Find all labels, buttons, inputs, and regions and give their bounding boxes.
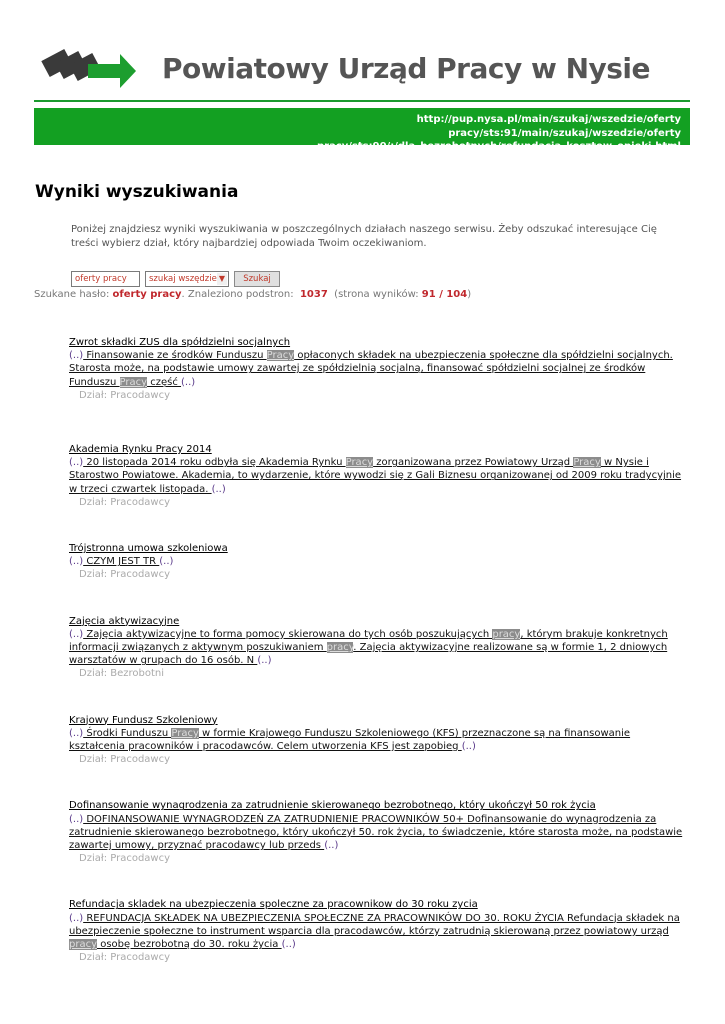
result-department: Dział: Bezrobotni <box>79 668 165 680</box>
snippet-text[interactable]: . Zajęcia aktywizacyjne realizowane są w formie 1, 2 dniowych warsztatów w grupach do 16 osób. N <box>69 642 668 667</box>
ellipsis: (..) <box>69 912 84 924</box>
search-hit[interactable]: Pracy <box>345 457 374 469</box>
summary-page: 91 / 104 <box>421 289 468 300</box>
result-title-link[interactable] <box>69 443 689 456</box>
search-hit[interactable]: Pracy <box>119 376 148 388</box>
scope-select[interactable] <box>145 271 229 287</box>
snippet-text[interactable]: CZYM JEST TR <box>83 556 160 568</box>
ellipsis: (..) <box>461 741 476 753</box>
ellipsis: (..) <box>257 655 272 667</box>
result-item <box>69 336 689 402</box>
search-button[interactable]: Szukaj <box>234 271 280 287</box>
url-path-bar: http://pup.nysa.pl/main/szukaj/wszedzie/oferty pracy/sts:91/main/szukaj/wszedzie/oferty pracy/sts:90/:/dla_bezrobotnych/refundacja_kosztow_opieki.html <box>34 108 690 145</box>
result-snippet <box>69 349 689 389</box>
result-title-link[interactable]: Dofinansowanie wynagrodzenia za zatrudnienie skierowanego bezrobotnego, który ukończył 50 rok życia <box>69 800 596 812</box>
ellipsis: (..) <box>281 939 296 951</box>
ellipsis: (..) <box>69 556 84 568</box>
snippet-text[interactable]: DOFINANSOWANIE WYNAGRODZEŃ ZA ZATRUDNIENIE PRACOWNIKÓW 50+ Dofinansowanie do wynagrodzenia za zatrudnienie skierowanego bezrobotnego, który ukończył 50. rok życia, to świadczenie, które starosta może, na podstawie zawartej umowy, przyznać pracodawcy lub przeds <box>69 813 683 852</box>
result-department: Dział: Pracodawcy <box>79 853 171 865</box>
result-item <box>69 714 689 767</box>
snippet-text[interactable]: zorganizowana przez Powiatowy Urząd <box>373 457 574 469</box>
search-input[interactable] <box>71 271 140 287</box>
result-title-text: Akademia Rynku Pracy 2014 <box>69 444 212 456</box>
summary-found-label: . Znaleziono podstron: <box>181 289 297 300</box>
results-list <box>69 336 689 965</box>
ellipsis: (..) <box>159 556 174 568</box>
ellipsis: (..) <box>324 840 339 852</box>
site-title: Powiatowy Urząd Pracy w Nysie <box>162 52 651 85</box>
result-department: Dział: Pracodawcy <box>79 569 171 581</box>
search-hit[interactable]: Pracy <box>171 727 199 739</box>
result-snippet <box>69 628 689 668</box>
snippet-text[interactable]: w Nysie i Starostwo Powiatowe. Akademia, to wydarzenie, które wywodzi się z Gali Biznesu organizowanej od 2009 roku tradycyjnie w trzeci czwartek listopada. <box>69 457 682 495</box>
page-title: Wyniki wyszukiwania <box>35 182 239 202</box>
result-department: Dział: Pracodawcy <box>79 389 171 401</box>
result-snippet <box>69 555 689 568</box>
result-item <box>69 443 689 509</box>
search-hit[interactable]: pracy <box>326 642 354 654</box>
snippet-text[interactable]: Finansowanie ze środków Funduszu <box>83 350 267 362</box>
result-item <box>69 799 689 865</box>
search-hit[interactable]: Pracy <box>266 350 295 362</box>
result-snippet <box>69 456 689 496</box>
result-department: Dział: Pracodawcy <box>79 754 171 766</box>
snippet-text[interactable]: w formie Krajowego Funduszu Szkoleniowego (KFS) przeznaczone są na finansowanie kształcenia pracowników i pracodawców. Celem utworzenia KFS jest zapobieg <box>69 727 631 753</box>
result-title-link[interactable]: Zwrot składki ZUS dla spółdzielni socjalnych <box>69 337 291 348</box>
result-department: Dział: Pracodawcy <box>79 496 171 508</box>
ellipsis: (..) <box>211 483 226 495</box>
site-header <box>34 36 690 106</box>
scope-select-value: szukaj wszędzie <box>149 274 217 284</box>
result-title-link[interactable]: Zajęcia aktywizacyjne <box>69 615 180 627</box>
result-snippet <box>69 912 689 952</box>
search-intro: Poniżej znajdziesz wyniki wyszukiwania w poszczególnych działach naszego serwisu. Żeby odszukać interesujące Cię treści wybierz dział, który najbardziej odpowiada Twoim oczekiwaniom. <box>71 224 657 249</box>
ellipsis: (..) <box>69 457 84 469</box>
result-item <box>69 898 689 964</box>
result-title-link[interactable]: Refundacja skladek na ubezpieczenia spoleczne za pracownikow do 30 roku zycia <box>69 899 478 911</box>
result-title-link[interactable]: Krajowy Fundusz Szkoleniowy <box>69 714 218 726</box>
ellipsis: (..) <box>69 727 84 739</box>
snippet-text[interactable]: 20 listopada 2014 roku odbyła się Akademia Rynku <box>83 457 346 469</box>
snippet-text[interactable]: , którym brakuje konkretnych informacji związanych z aktywnym poszukiwaniem <box>69 628 668 654</box>
summary-count: 1037 <box>299 289 328 300</box>
result-title-link[interactable]: Trójstronna umowa szkoleniowa <box>69 543 228 555</box>
snippet-text[interactable]: opłaconych składek na ubezpieczenia społeczne dla spółdzielni socjalnych. Starosta może, na podstawie umowy zawartej ze spółdzielnią socjalną, finansować spółdzielni socjalnej ze środków Funduszu <box>69 350 673 388</box>
ellipsis: (..) <box>69 350 84 362</box>
search-hit[interactable]: pracy <box>69 939 98 951</box>
header-divider <box>34 100 690 102</box>
summary-query: oferty pracy <box>112 289 182 300</box>
chevron-down-icon: ▼ <box>218 274 226 283</box>
search-summary <box>34 289 471 300</box>
result-department: Dział: Pracodawcy <box>79 952 171 964</box>
result-snippet <box>69 727 689 753</box>
ellipsis: (..) <box>69 628 84 640</box>
snippet-text[interactable]: osobę bezrobotną do 30. roku życia <box>97 939 282 951</box>
search-hit[interactable]: pracy <box>492 628 521 640</box>
ellipsis: (..) <box>181 376 196 388</box>
snippet-text[interactable]: Zajęcia aktywizacyjne to forma pomocy skierowana do tych osób poszukujących <box>83 628 493 640</box>
summary-prefix: Szukane hasło: <box>34 289 113 300</box>
snippet-text[interactable]: część <box>147 376 182 388</box>
summary-page-close: ) <box>467 289 472 300</box>
summary-page-open: (strona wyników: <box>330 289 422 300</box>
logo-icon <box>38 42 138 90</box>
result-snippet <box>69 813 689 853</box>
snippet-text[interactable]: REFUNDACJA SKŁADEK NA UBEZPIECZENIA SPOŁECZNE ZA PRACOWNIKÓW DO 30. ROKU ŻYCIA Refundacja składek na ubezpieczenie społeczne to instrument wsparcia dla pracodawców, którzy zatrudnią skierowaną przez powiatowy urząd <box>69 912 680 937</box>
result-item <box>69 615 689 681</box>
ellipsis: (..) <box>69 813 84 825</box>
search-hit[interactable]: Pracy <box>573 457 601 469</box>
result-item <box>69 542 689 582</box>
snippet-text[interactable]: Środki Funduszu <box>83 727 172 739</box>
